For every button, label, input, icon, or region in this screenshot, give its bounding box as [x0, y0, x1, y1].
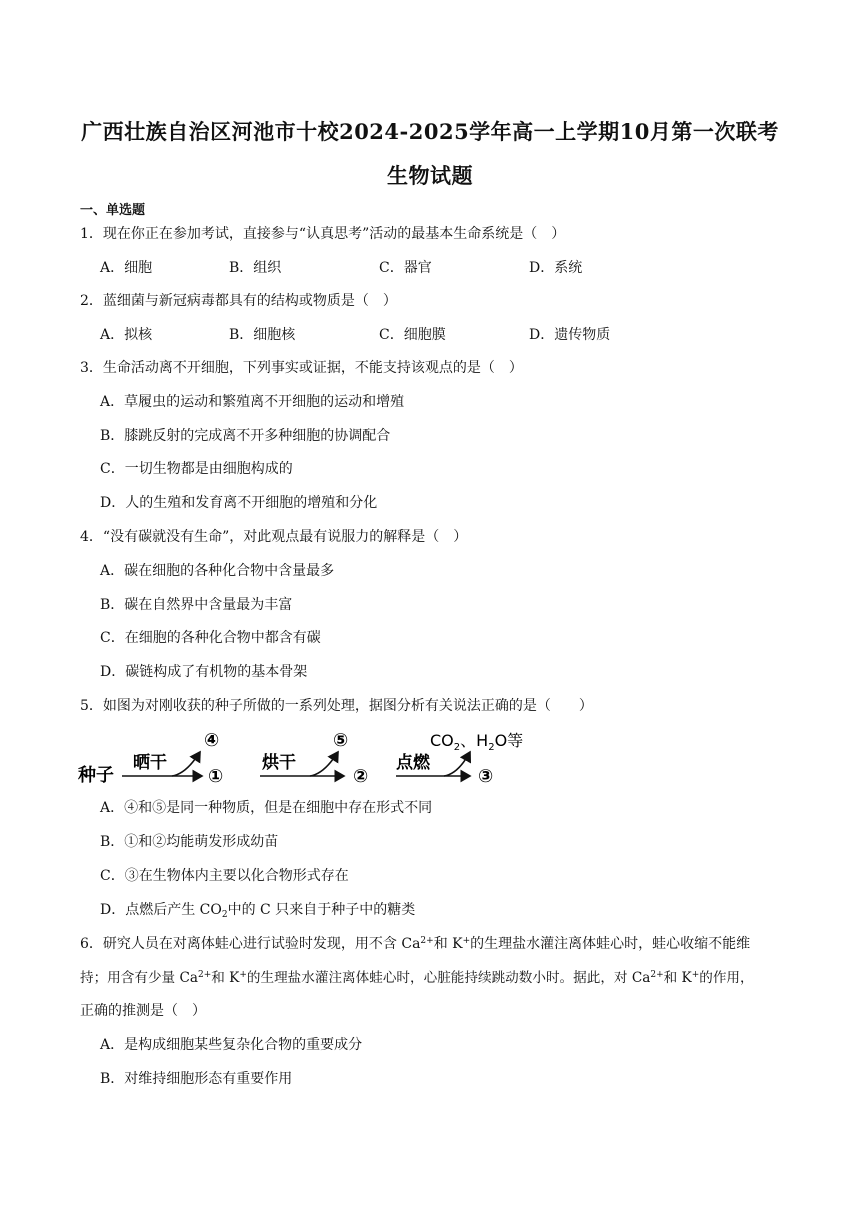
o-etc-text: O等 [494, 731, 524, 750]
question-4-option-b: B．碳在自然界中含量最为丰富 [100, 597, 293, 613]
question-6-stem-line2 [80, 968, 754, 988]
question-6-stem-line3: 正确的推测是（ ） [80, 1003, 206, 1019]
question-3-stem: 3．生命活动离不开细胞，下列事实或证据，不能支持该观点的是（ ） [80, 360, 523, 376]
question-6-option-b: B．对维持细胞形态有重要作用 [100, 1071, 293, 1087]
question-5-option-d [100, 900, 415, 920]
question-4-option-a: A．碳在细胞的各种化合物中含量最多 [100, 563, 335, 579]
question-5-option-b: B．①和②均能萌发形成幼苗 [100, 834, 279, 850]
q5d-prefix: D．点燃后产生 CO [100, 902, 222, 918]
question-3-option-a: A．草履虫的运动和繁殖离不开细胞的运动和增殖 [100, 394, 405, 410]
question-1-option-b: B．组织 [229, 260, 282, 276]
q6-l1-b: 和 K [433, 936, 463, 952]
question-3-option-b: B．膝跳反射的完成离不开多种细胞的协调配合 [100, 428, 391, 444]
question-6-option-a: A．是构成细胞某些复杂化合物的重要成分 [100, 1037, 363, 1053]
h-text: 、H [460, 731, 489, 750]
question-4-option-c: C．在细胞的各种化合物中都含有碳 [100, 630, 321, 646]
q6-l1-sup1: 2+ [420, 936, 434, 946]
co2-text: CO [430, 731, 454, 750]
branch-arrow-1 [172, 752, 200, 776]
step3-label: 点燃 [396, 753, 430, 773]
question-1-option-d: D．系统 [529, 260, 583, 276]
q6-l2-sup3: 2+ [650, 970, 664, 980]
exam-title-line2: 生物试题 [387, 163, 473, 188]
exam-title-line1: 广西壮族自治区河池市十校2024-2025学年高一上学期10月第一次联考 [81, 119, 779, 144]
question-4-stem: 4．“没有碳就没有生命”，对此观点最有说服力的解释是（ ） [80, 529, 468, 545]
section-heading: 一、单选题 [80, 203, 146, 218]
step2-label: 烘干 [262, 753, 296, 773]
question-2-option-a: A．拟核 [100, 327, 153, 343]
question-3-option-d: D．人的生殖和发育离不开细胞的增殖和分化 [100, 495, 378, 511]
question-5-stem: 5．如图为对刚收获的种子所做的一系列处理，据图分析有关说法正确的是（ ） [80, 698, 593, 714]
step1-label: 晒干 [133, 753, 167, 773]
question-5-option-a: A．④和⑤是同一种物质，但是在细胞中存在形式不同 [100, 800, 433, 816]
q6-l1-c: 的生理盐水灌注离体蛙心时，蛙心收缩不能维 [470, 936, 751, 952]
question-6-stem-line1 [80, 934, 750, 954]
q5d-suffix: 中的 C 只来自于种子中的糖类 [227, 902, 416, 918]
result-2-label: ② [353, 766, 369, 787]
q6-l2-e: 的作用， [699, 970, 754, 986]
question-2-option-c: C．细胞膜 [379, 327, 446, 343]
q6-l2-a: 持；用含有少量 Ca [80, 970, 198, 986]
question-5-option-c: C．③在生物体内主要以化合物形式存在 [100, 868, 349, 884]
question-1-stem: 1．现在你正在参加考试，直接参与“认真思考”活动的最基本生命系统是（ ） [80, 226, 566, 242]
q6-l1-a: 6．研究人员在对离体蛙心进行试验时发现，用不含 Ca [80, 936, 421, 952]
seed-process-diagram [78, 726, 548, 788]
result-3-label: ③ [478, 766, 494, 787]
q6-l2-sup4: + [691, 970, 700, 980]
branch-arrow-3 [444, 752, 470, 776]
output-5-label: ⑤ [333, 730, 349, 751]
q6-l2-sup2: + [239, 970, 247, 980]
q5d-subscript: 2 [221, 910, 228, 920]
co2-subscript: 2 [453, 742, 461, 753]
question-4-option-d: D．碳链构成了有机物的基本骨架 [100, 664, 308, 680]
q6-l1-sup2: + [462, 936, 471, 946]
q6-l2-b: 和 K [211, 970, 240, 986]
output-4-label: ④ [204, 730, 220, 751]
result-1-label: ① [208, 766, 224, 787]
output-gas-label [430, 731, 523, 753]
question-2-option-d: D．遗传物质 [529, 327, 611, 343]
diagram-start-label: 种子 [78, 765, 114, 786]
question-1-option-a: A．细胞 [100, 260, 153, 276]
question-3-option-c: C．一切生物都是由细胞构成的 [100, 461, 293, 477]
branch-arrow-2 [310, 752, 338, 776]
q6-l2-sup1: 2+ [197, 970, 212, 980]
question-2-stem: 2．蓝细菌与新冠病毒都具有的结构或物质是（ ） [80, 293, 397, 309]
q6-l2-d: 和 K [663, 970, 692, 986]
q6-l2-c: 的生理盐水灌注离体蛙心时，心脏能持续跳动数小时。据此，对 Ca [246, 970, 651, 986]
h2o-subscript: 2 [488, 742, 495, 753]
question-1-option-c: C．器官 [379, 260, 432, 276]
question-2-option-b: B．细胞核 [229, 327, 296, 343]
